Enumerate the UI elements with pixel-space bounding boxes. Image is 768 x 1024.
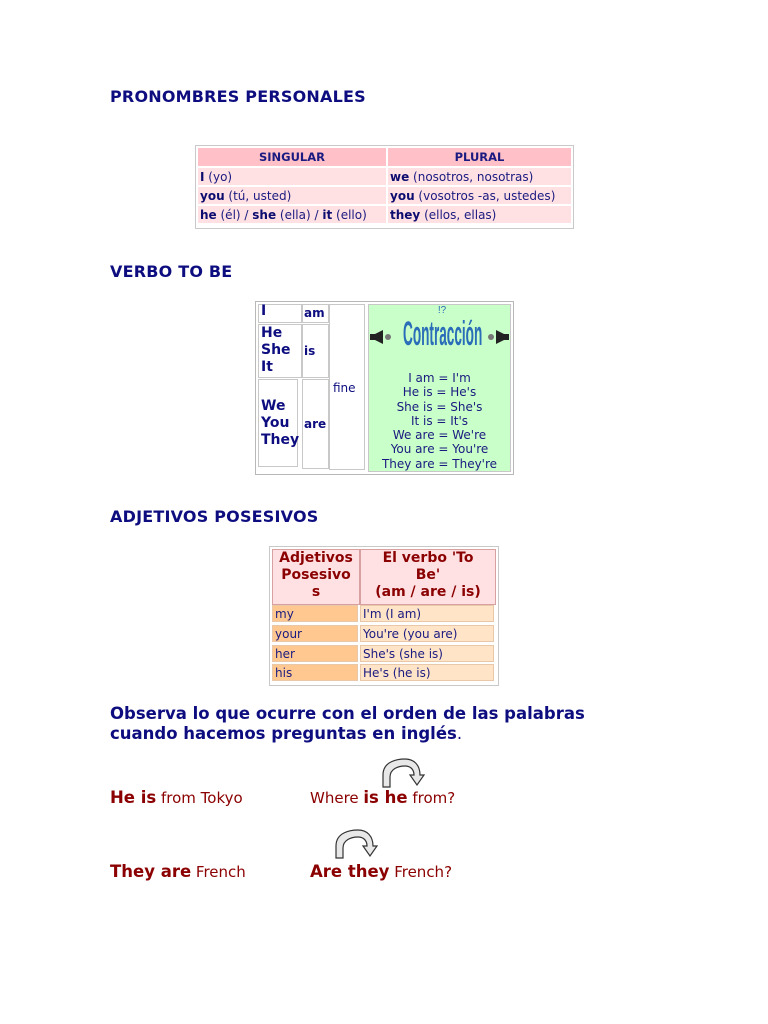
pronoun: I <box>200 169 205 184</box>
question-verb-subject: is he <box>363 788 408 807</box>
contraction-item: You are = You're <box>390 442 489 457</box>
fine-cell <box>329 304 365 470</box>
pronoun: he <box>200 207 217 222</box>
verb-am: am <box>304 306 325 320</box>
table-row <box>198 187 571 204</box>
header-line: Posesivo <box>281 567 351 583</box>
table-row <box>198 206 571 223</box>
speaker-right-icon <box>484 329 510 349</box>
table-row <box>198 168 571 185</box>
header-line: Be' <box>415 567 441 583</box>
observation-line: cuando hacemos preguntas en inglés <box>110 724 457 743</box>
statement-subject-verb: He is <box>110 788 157 807</box>
pronombres-table <box>195 145 574 229</box>
header-line: El verbo 'To <box>382 550 474 566</box>
header-line: Adjetivos <box>279 550 353 566</box>
curved-arrow-icon <box>333 828 383 864</box>
translation: (él) / <box>216 207 253 222</box>
header-line: (am / are / is) <box>375 584 481 600</box>
header-verbo-to-be <box>360 549 496 605</box>
pronoun-we: We <box>261 398 286 414</box>
heading-pronombres: PRONOMBRES PERSONALES <box>110 87 366 106</box>
pronoun-cell <box>258 304 302 323</box>
observation-period: . <box>456 724 463 743</box>
question-verb-subject: Are they <box>310 862 390 881</box>
translation: (vosotros -as, ustedes) <box>414 188 556 203</box>
verb-cell: I'm (I am) <box>360 605 494 622</box>
adjective-cell: her <box>272 645 358 662</box>
example-statement <box>110 788 243 807</box>
pronoun-cell <box>258 379 298 467</box>
pronoun-cell <box>258 324 302 378</box>
statement-rest: French <box>191 863 246 881</box>
header-singular: SINGULAR <box>198 148 386 166</box>
contraction-panel <box>368 304 511 472</box>
observation-line: Observa lo que ocurre con el orden de las palabras <box>110 704 585 723</box>
contraction-title: Contracción <box>403 316 483 353</box>
pronoun-i: I <box>261 303 267 319</box>
example-question <box>310 862 452 881</box>
translation: (ello) <box>332 207 367 222</box>
pronoun: they <box>390 207 421 222</box>
heading-adjetivos: ADJETIVOS POSESIVOS <box>110 507 319 526</box>
speaker-left-icon <box>369 329 395 349</box>
example-statement <box>110 862 246 881</box>
translation: (yo) <box>204 169 233 184</box>
adjetivos-table <box>269 546 499 686</box>
pronoun-he: He <box>261 325 283 341</box>
verb-cell: He's (he is) <box>360 664 494 681</box>
header-adjetivos <box>272 549 360 605</box>
pronoun-it: It <box>261 359 273 375</box>
verb-cell <box>302 324 329 378</box>
pronoun: you <box>390 188 415 203</box>
pronoun-she: She <box>261 342 291 358</box>
contraction-list <box>369 371 510 471</box>
verb-cell: She's (she is) <box>360 645 494 662</box>
contraction-item: They are = They're <box>381 456 498 471</box>
verb-cell: You're (you are) <box>360 625 494 642</box>
example-question <box>310 788 455 807</box>
header-line: s <box>311 584 321 600</box>
adjective-cell: your <box>272 625 358 642</box>
question-post: French? <box>389 863 453 881</box>
pronoun-they: They <box>261 432 300 448</box>
verbo-table <box>255 301 514 475</box>
contraction-title-graphic <box>397 305 487 363</box>
contraction-item: She is = She's <box>396 399 483 414</box>
pronoun: it <box>322 207 333 222</box>
pronoun: she <box>252 207 277 222</box>
adjective-cell: my <box>272 605 358 622</box>
translation: (ellos, ellas) <box>420 207 497 222</box>
pronoun: we <box>390 169 410 184</box>
contraction-item: I am = I'm <box>408 371 471 385</box>
contraction-item: It is = It's <box>410 413 469 428</box>
contraction-item: He is = He's <box>402 385 477 400</box>
heading-verbo: VERBO TO BE <box>110 262 233 281</box>
verb-is: is <box>304 344 316 358</box>
verb-cell <box>302 379 329 469</box>
contraction-item: We are = We're <box>392 428 487 443</box>
verb-cell <box>302 304 329 323</box>
question-pre: Where <box>310 789 364 807</box>
pronoun: you <box>200 188 225 203</box>
observation-text <box>110 704 670 744</box>
translation: (ella) / <box>276 207 323 222</box>
statement-subject-verb: They are <box>110 862 192 881</box>
adjective-fine: fine <box>333 381 356 395</box>
pronoun-you: You <box>261 415 290 431</box>
question-post: from? <box>407 789 456 807</box>
statement-rest: from Tokyo <box>156 789 243 807</box>
svg-text:!?: !? <box>437 305 447 316</box>
translation: (nosotros, nosotras) <box>409 169 534 184</box>
header-plural: PLURAL <box>388 148 571 166</box>
adjective-cell: his <box>272 664 358 681</box>
verb-are: are <box>304 417 327 431</box>
translation: (tú, usted) <box>224 188 292 203</box>
